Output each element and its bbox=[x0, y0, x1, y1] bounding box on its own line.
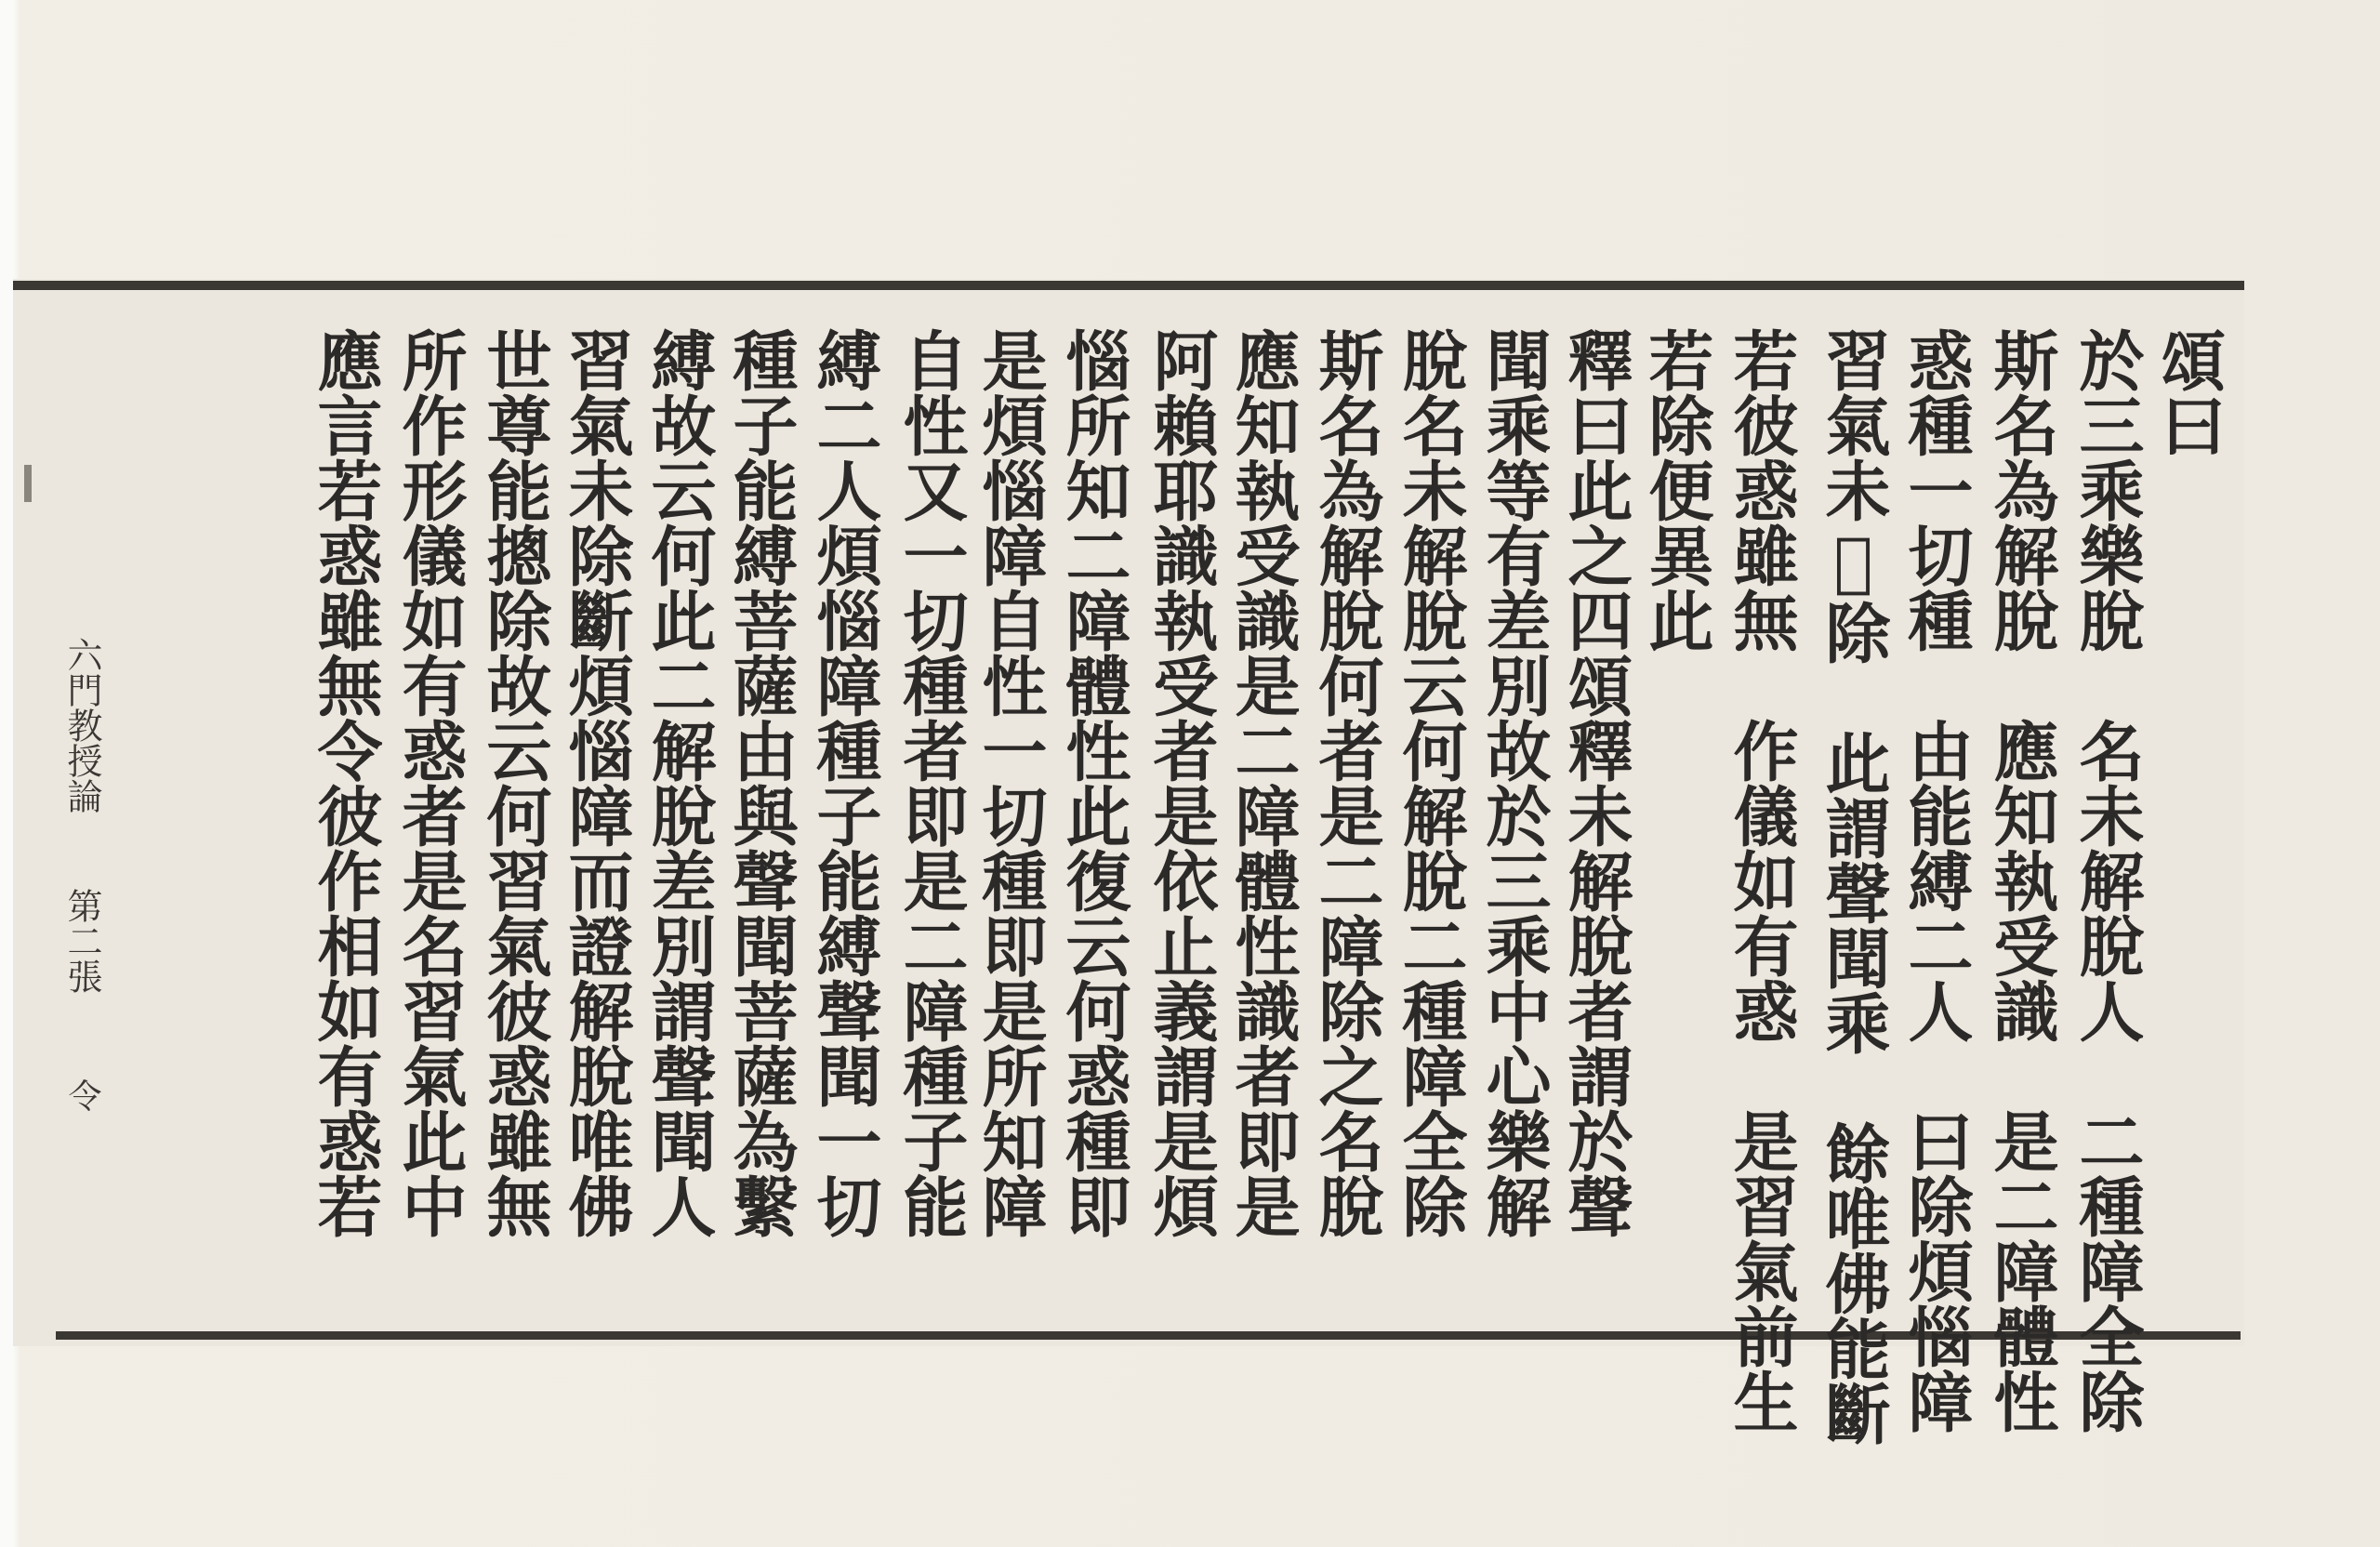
text-column-20: 習氣未除斷煩惱障而證解脫唯佛 bbox=[558, 327, 635, 1238]
text-column-18: 種子能縛菩薩由與聲聞菩薩為繫 bbox=[722, 327, 800, 1238]
margin-book-title: 六門教授論 bbox=[61, 637, 102, 813]
text-column-2: 於三乘樂脫 名未解脫人 二種障全除 bbox=[2069, 327, 2146, 1434]
text-column-13: 阿賴耶識執受者是依止義謂是煩 bbox=[1143, 327, 1220, 1238]
top-border-rule bbox=[13, 281, 2244, 290]
text-column-4: 惑種一切種 由能縛二人 曰除煩惱障 bbox=[1897, 327, 1975, 1434]
text-column-17: 縛二人煩惱障種子能縛聲聞一切 bbox=[806, 327, 883, 1238]
text-column-19: 縛故云何此二解脫差別謂聲聞人 bbox=[641, 327, 718, 1238]
text-column-3: 斯名為解脫 應知執受識 是二障體性 bbox=[1983, 327, 2060, 1434]
text-column-12: 應知執受識是二障體性識者即是 bbox=[1224, 327, 1302, 1238]
text-column-11: 斯名為解脫何者是二障除之名脫 bbox=[1308, 327, 1385, 1238]
margin-page-number: 第二張 bbox=[61, 888, 102, 994]
margin-mark: 令 bbox=[63, 1078, 101, 1112]
text-column-14: 惱所知二障體性此復云何惑種即 bbox=[1055, 327, 1132, 1238]
text-column-16: 自性又一切種者即是二障種子能 bbox=[892, 327, 970, 1238]
binding-edge-mark bbox=[24, 465, 32, 502]
text-column-8: 釋曰此之四頌釋未解脫者謂於聲 bbox=[1557, 327, 1634, 1238]
text-column-7: 若除便異此 bbox=[1638, 327, 1715, 653]
text-column-5: 習氣未𦕝除 此謂聲聞乘 餘唯佛能斷 bbox=[1815, 327, 1892, 1446]
text-column-6: 若彼惑雖無 作儀如有惑 是習氣前生 bbox=[1723, 327, 1800, 1434]
text-column-23: 應言若惑雖無令彼作相如有惑若 bbox=[307, 327, 384, 1238]
text-column-10: 脫名未解脫云何解脫二種障全除 bbox=[1392, 327, 1469, 1238]
text-column-9: 聞乘等有差別故於三乘中心樂解 bbox=[1475, 327, 1553, 1238]
text-column-1: 頌曰 bbox=[2150, 327, 2228, 457]
text-column-22: 所作形儀如有惑者是名習氣此中 bbox=[391, 327, 469, 1238]
text-column-15: 是煩惱障自性一切種即是所知障 bbox=[972, 327, 1049, 1238]
text-column-21: 世尊能摠除故云何習氣彼惑雖無 bbox=[476, 327, 553, 1238]
